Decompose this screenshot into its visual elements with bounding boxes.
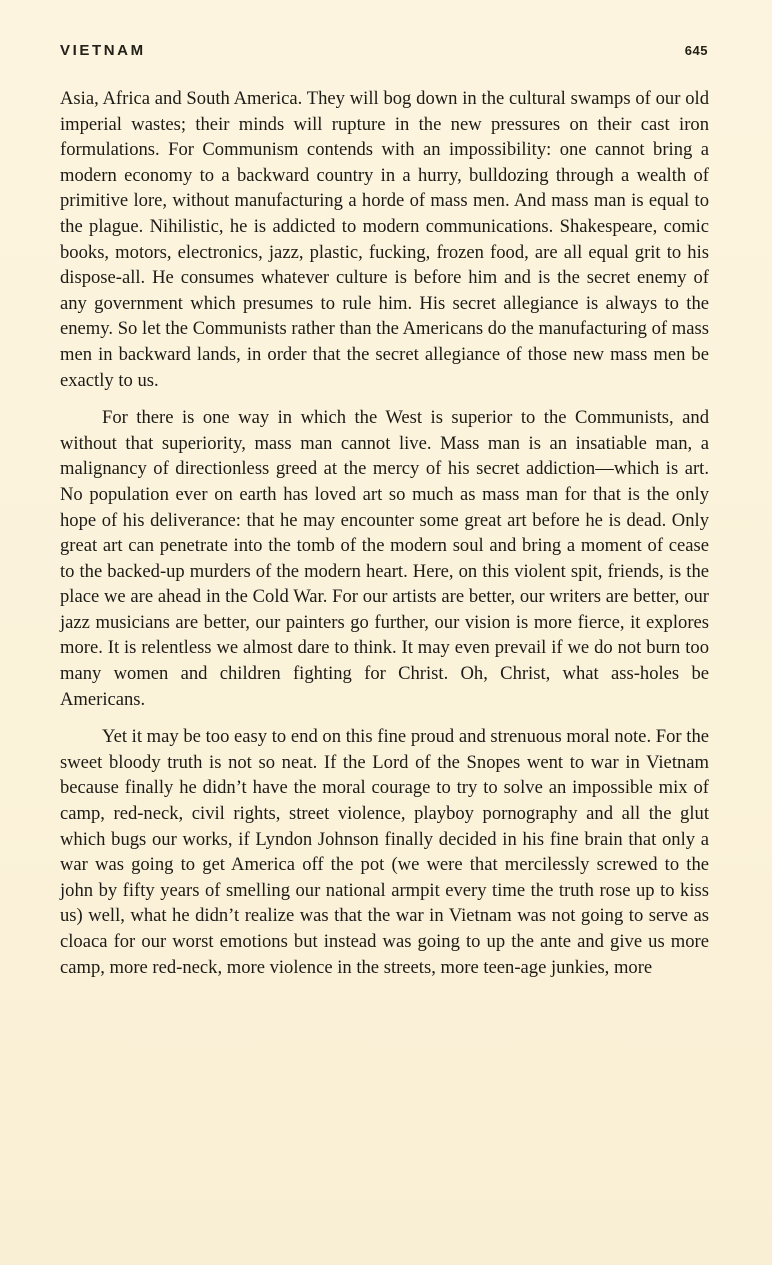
body-text (60, 86, 709, 992)
running-title: VIETNAM (60, 42, 146, 59)
paragraph-2: For there is one way in which the West is superior to the Communists, and without that superiority, mass man cannot live. Mass man is an insatiable man, a malignancy of directionless greed at the mercy of his secret addiction—which is art. No population ever on earth has loved art so much as mass man for that is the only hope of his deliverance: that he may encounter some great art before he is dead. Only great art can penetrate into the tomb of the modern soul and bring a moment of cease to the backed-up murders of the modern heart. Here, on this violent spit, friends, is the place we are ahead in the Cold War. For our artists are better, our writers are better, our jazz musicians are better, our painters go further, our vision is more fierce, it explores more. It is relentless we almost dare to think. It may even prevail if we do not burn too many women and children fighting for Christ. Oh, Christ, what ass-holes be Americans. (60, 407, 709, 710)
running-head (60, 42, 708, 66)
paragraph-1: Asia, Africa and South America. They will bog down in the cultural swamps of our old imperial wastes; their minds will rupture in the new pressures on their cast iron formulations. For Communism contends with an impossibility: one cannot bring a modern economy to a backward country in a hurry, bulldozing through a wealth of primitive lore, without manufacturing a horde of mass men. And mass man is equal to the plague. Nihilistic, he is addicted to modern communications. Shakespeare, comic books, motors, electronics, jazz, plastic, fucking, frozen food, are all equal grit to his dispose-all. He consumes whatever culture is before him and is the secret enemy of any government which presumes to rule him. His secret allegiance is always to the enemy. So let the Communists rather than the Americans do the manufacturing of mass men in backward lands, in order that the secret allegiance of those new mass men be exactly to us. (60, 88, 709, 391)
page-number: 645 (684, 43, 708, 58)
paragraph-3: Yet it may be too easy to end on this fine proud and strenuous moral note. For the sweet bloody truth is not so neat. If the Lord of the Snopes went to war in Vietnam because finally he didn’t have the moral courage to try to solve an impossible mix of camp, red-neck, civil rights, street violence, playboy pornography and all the glut which bugs our works, if Lyndon Johnson finally decided in his fine brain that only a war was going to get America off the pot (we were that mercilessly screwed to the john by fifty years of smelling our national armpit every time the truth rose up to kiss us) well, what he didn’t realize was that the war in Vietnam was not going to serve as cloaca for our worst emotions but instead was going to up the ante and give us more camp, more red-neck, more violence in the streets, more teen-age junkies, more (60, 726, 709, 978)
